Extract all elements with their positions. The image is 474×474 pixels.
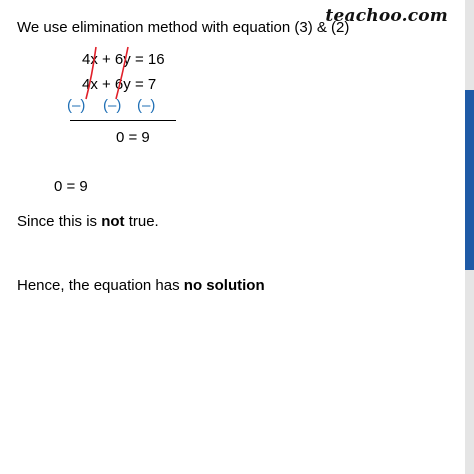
subtraction-rule [70,120,176,121]
minus-sign-y: (–) [103,97,122,114]
intro-text: We use elimination method with equation (3) & (2) [17,19,350,36]
sidebar-accent-bar [465,90,474,270]
minus-sign-x: (–) [67,97,86,114]
conclusion-text [17,277,265,295]
statement-text [17,213,159,231]
minus-sign-const: (–) [137,97,156,114]
statement-emphasis: not [101,213,125,230]
conclusion-prefix: Hence, the equation has [17,277,184,294]
statement-suffix: true. [124,213,159,230]
conclusion-emphasis: no solution [183,277,265,294]
equation-line-2: 4x + 6y = 7 [82,76,157,93]
subtraction-result: 0 = 9 [116,129,150,146]
teachoo-logo: teachoo.com [325,6,448,26]
result-repeat: 0 = 9 [54,178,88,195]
equation-line-1: 4x + 6y = 16 [82,51,165,68]
statement-prefix: Since this is [17,213,102,230]
